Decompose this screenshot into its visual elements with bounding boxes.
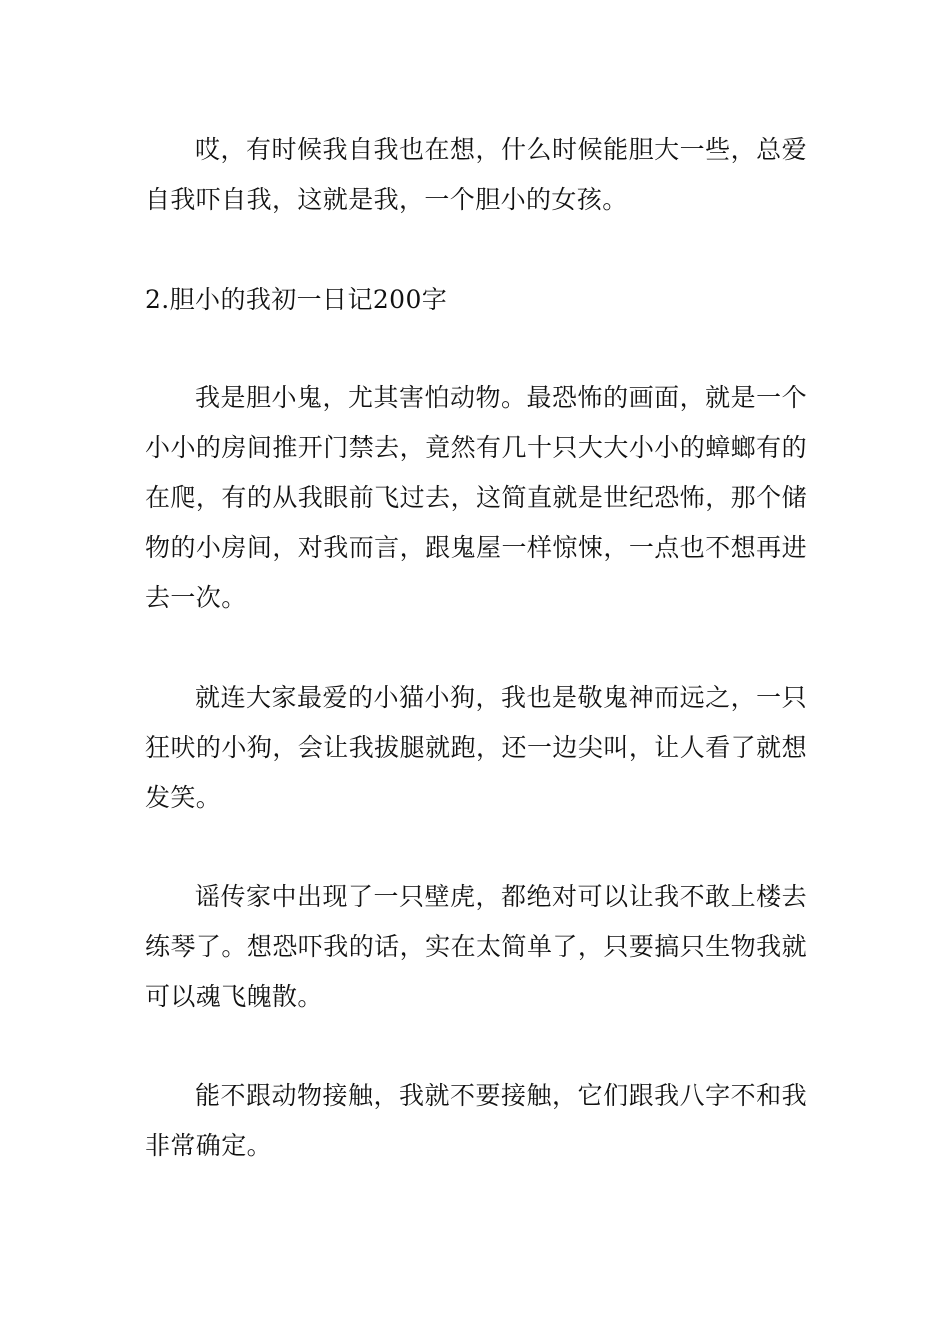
paragraph-intro-end: 哎，有时候我自我也在想，什么时候能胆大一些，总爱自我吓自我，这就是我，一个胆小的女孩。 bbox=[145, 135, 807, 214]
paragraph-avoid-animals: 能不跟动物接触，我就不要接触，它们跟我八字不和我非常确定。 bbox=[145, 1081, 807, 1160]
paragraph-cockroach-room: 我是胆小鬼，尤其害怕动物。最恐怖的画面，就是一个小小的房间推开门禁去，竟然有几十只大大小小的蟑螂有的在爬，有的从我眼前飞过去，这简直就是世纪恐怖，那个储物的小房间，对我而言，跟鬼屋一样惊悚，一点也不想再进去一次。 bbox=[145, 383, 807, 612]
paragraph-cats-dogs: 就连大家最爱的小猫小狗，我也是敬鬼神而远之，一只狂吠的小狗，会让我拔腿就跑，还一边尖叫，让人看了就想发笑。 bbox=[145, 683, 807, 812]
paragraph-gecko: 谣传家中出现了一只壁虎，都绝对可以让我不敢上楼去练琴了。想恐吓我的话，实在太简单了，只要搞只生物我就可以魂飞魄散。 bbox=[145, 882, 807, 1011]
section-heading: 2.胆小的我初一日记200字 bbox=[145, 285, 448, 314]
